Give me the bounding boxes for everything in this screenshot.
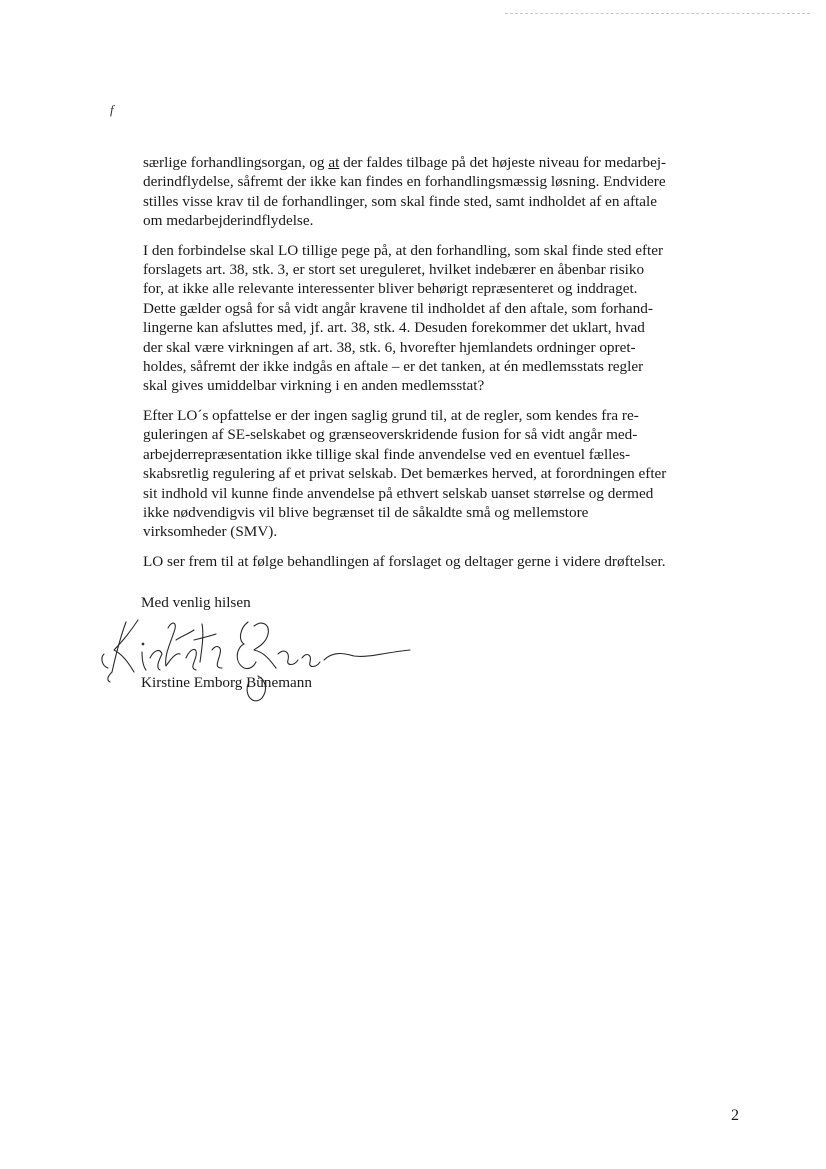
page-number: 2 [731,1107,739,1124]
text-segment: forslagets art. 38, stk. 3, er stort set ureguleret, hvilket indebærer en åbenbar risiko [143,261,645,279]
text-line [143,357,688,376]
body-paragraph [143,153,688,231]
text-segment: arbejderrepræsentation ikke tillige skal finde anvendelse ved en eventuel fælles- [143,445,631,463]
text-line [143,299,688,318]
text-line [143,445,688,464]
text-segment: ikke nødvendigvis vil blive begrænset til de såkaldte små og mellemstore [143,503,589,521]
text-line [143,406,688,425]
text-line [143,464,688,483]
text-line [143,376,688,395]
underlined-word: at [328,154,340,171]
text-line [143,192,688,211]
text-segment: I den forbindelse skal LO tillige pege på, at den forhandling, som skal finde sted efter [143,241,664,259]
text-segment: skal gives umiddelbar virkning i en anden medlemsstat? [143,377,485,395]
text-line [143,338,688,357]
text-line [143,172,688,191]
text-segment: Efter LO´s opfattelse er der ingen saglig grund til, at de regler, som kendes fra re- [143,406,639,424]
text-segment: der faldes tilbage på det højeste niveau for medarbej- [339,154,667,171]
letter-body [143,153,688,581]
stray-mark: f [110,102,114,117]
signer-name: Kirstine Emborg Bünemann [141,674,312,691]
body-paragraph [143,241,688,396]
text-line [143,552,688,571]
text-segment: om medarbejderindflydelse. [143,212,314,230]
text-segment: skabsretlig regulering af et privat selskab. Det bemærkes herved, at forordningen efter [143,465,667,483]
text-line [143,241,688,260]
text-line [143,211,688,230]
text-line [143,484,688,503]
text-segment: for, at ikke alle relevante interessenter bliver behørigt repræsenteret og inddraget. [143,280,638,298]
text-line [143,503,688,522]
text-segment: der skal være virkningen af art. 38, stk. 6, hvorefter hjemlandets ordninger opret- [143,338,636,356]
text-segment: sit indhold vil kunne finde anvendelse på ethvert selskab uanset størrelse og dermed [143,484,654,502]
text-segment: Dette gælder også for så vidt angår kravene til indholdet af den aftale, som forhand- [143,299,653,317]
text-line [143,318,688,337]
handwritten-signature [98,610,418,710]
text-segment: holdes, såfremt der ikke indgås en aftale – er det tanken, at én medlemsstats regler [143,358,644,376]
scan-artifact-line [505,13,810,14]
text-segment: virksomheder (SMV). [143,523,278,541]
body-paragraph [143,406,688,542]
text-segment: lingerne kan afsluttes med, jf. art. 38, stk. 4. Desuden forekommer det uklart, hvad [143,319,645,337]
text-segment: LO ser frem til at følge behandlingen af forslaget og deltager gerne i videre drøftelser. [143,552,666,570]
text-line [143,522,688,541]
text-line [143,260,688,279]
text-segment: derindflydelse, såfremt der ikke kan findes en forhandlingsmæssig løsning. Endvidere [143,173,666,191]
text-segment: særlige forhandlingsorgan, og [143,154,329,171]
closing-salutation: Med venlig hilsen [141,594,251,611]
text-line [143,425,688,444]
text-line [143,279,688,298]
text-line [143,153,688,172]
text-segment: guleringen af SE-selskabet og grænseoverskridende fusion for så vidt angår med- [143,426,638,444]
text-segment: stilles visse krav til de forhandlinger, som skal finde sted, samt indholdet af en aftale [143,192,657,210]
body-paragraph [143,552,688,571]
